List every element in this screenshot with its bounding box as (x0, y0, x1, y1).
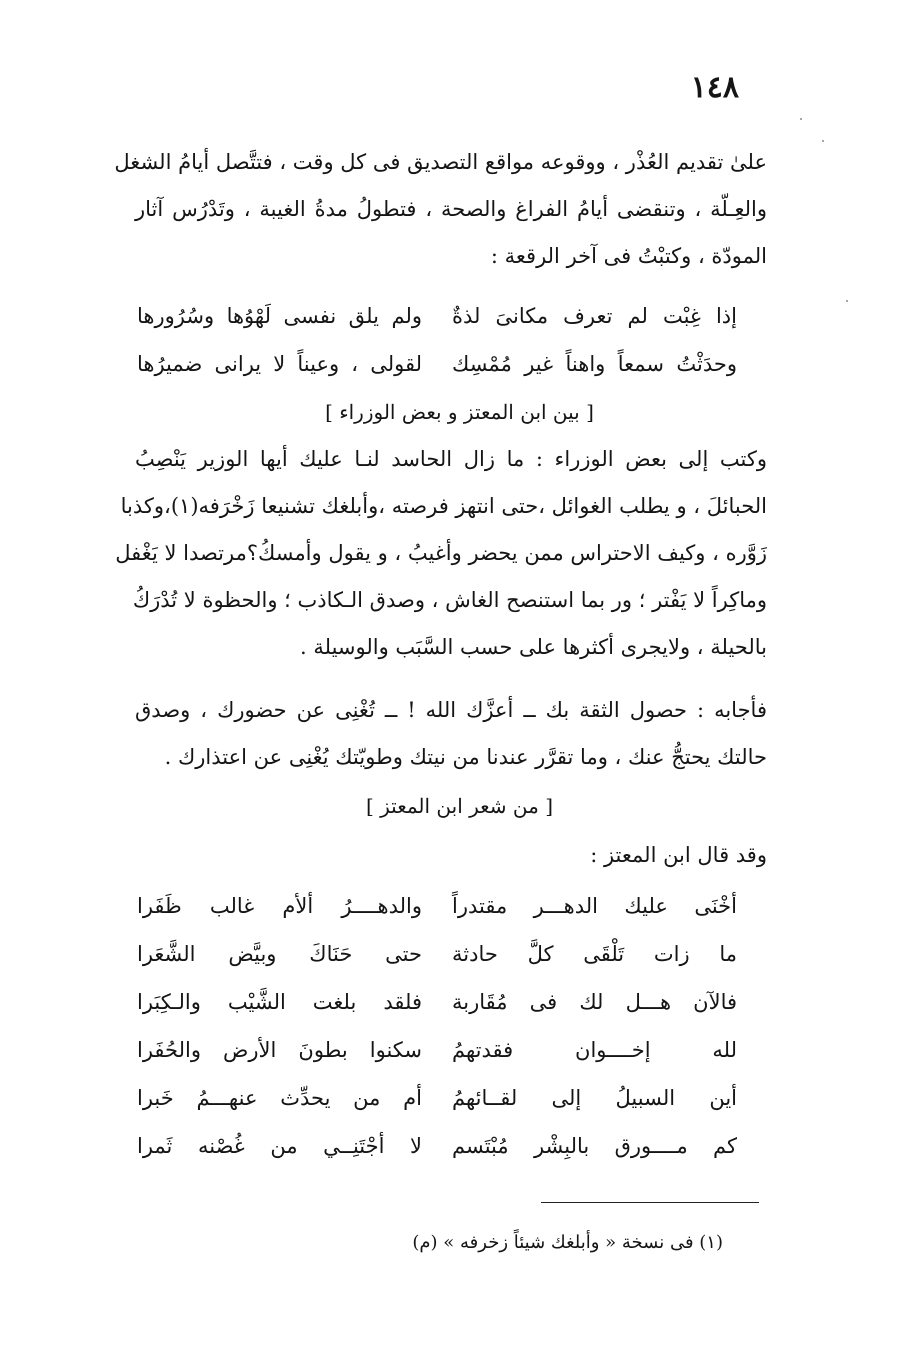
verse-row (137, 1074, 737, 1122)
page-number: ١٤٨ (690, 70, 739, 105)
verse-second-hemistich: حتى حَنَاكَ وبيَّض الشَّعَرا (137, 942, 422, 966)
text-line: الحبائلَ ، و يطلب الغوائل ،حتى انتهز فرصته ،وأبلغك تشنيعا زَخْرَفه(١)،وكذبا (120, 494, 767, 518)
verse-first-hemistich: ما زات تَلْقَى كلَّ حادثة (452, 942, 737, 966)
verse-first-hemistich: أخْنَى عليك الدهـــر مقتدراً (452, 894, 737, 918)
verse-first-hemistich: فالآن هـــل لك فى مُقَاربة (452, 990, 737, 1014)
paragraph-reply (135, 687, 767, 781)
text-line: والعِـلّة ، وتنقضى أيامُ الفراغ والصحة ، فتطولُ مدةُ الغيبة ، وتَدْرُس آثار (135, 197, 767, 221)
verse-second-hemistich: والدهــــرُ ألأم غالب ظَفَرا (137, 894, 422, 918)
verse-second-hemistich: لقولى ، وعيناً لا يرانى ضميرُها (137, 352, 422, 376)
verse-second-hemistich: سكنوا بطونَ الأرض والحُفَرا (137, 1038, 422, 1062)
verse-first-hemistich: وحدَثْتُ سمعاً واهناً غير مُمْسِك (452, 352, 737, 376)
verse-block-1 (137, 292, 737, 388)
paragraph-letter (115, 436, 767, 671)
text-line: علىٰ تقديم العُذْر ، ووقوعه مواقع التصديق فى كل وقت ، فتتَّصل أيامُ الشغل (114, 150, 767, 174)
text-line: بالحيلة ، ولايجرى أكثرها على حسب السَّبَب والوسيلة . (300, 635, 767, 659)
text-line: زَوَّره ، وكيف الاحتراس ممن يحضر وأغيبُ ، و يقول وأمسكُ؟مرتصدا لا يَغْفل (115, 541, 767, 565)
verse-second-hemistich: أم من يحدِّث عنهـــمُ خَبرا (137, 1086, 422, 1110)
verse-row (137, 1026, 737, 1074)
scan-speck (846, 300, 848, 302)
poem-intro (135, 832, 767, 879)
text-line: وماكِراً لا يَفْتر ؛ ور بما استنصح الغاش ، وصدق الـكاذب ؛ والحظوة لا تُدْرَكُ (132, 588, 767, 612)
verse-first-hemistich: إذا غِبْت لم تعرف مكانىَ لذةٌ (452, 304, 737, 328)
verse-row (137, 930, 737, 978)
paragraph-opening (114, 139, 767, 280)
verse-row (137, 292, 737, 340)
text-line: حالتك يحتجُّ عنك ، وما تقرَّر عندنا من نيتك وطويّتك يُغْنِى عن اعتذارك . (164, 745, 767, 769)
verse-row (137, 978, 737, 1026)
scan-speck (822, 140, 824, 142)
footnote-divider (541, 1202, 759, 1203)
verse-first-hemistich: كم مــــورق بالبِشْر مُبْتَسم (452, 1134, 737, 1158)
verse-block-2 (137, 882, 737, 1170)
section-heading-text: [ من شعر ابن المعتز ] (365, 794, 554, 818)
verse-row (137, 1122, 737, 1170)
scan-speck (800, 118, 802, 120)
section-heading-poetry (0, 794, 899, 818)
verse-first-hemistich: لله إخــــوان فقدتهمُ (452, 1038, 737, 1062)
verse-second-hemistich: ولم يلق نفسى لَهْوُها وسُرُورها (137, 304, 422, 328)
verse-row (137, 882, 737, 930)
section-heading-ibn-mutazz-vizier (0, 400, 899, 424)
text-line: فأجابه : حصول الثقة بك ــ أعزَّك الله ! ــ تُغْنِى عن حضورك ، وصدق (135, 698, 767, 722)
verse-row (137, 340, 737, 388)
text-line: المودّة ، وكتبْتُ فى آخر الرقعة : (490, 244, 767, 268)
text-line: وكتب إلى بعض الوزراء : ما زال الحاسد لنـا عليك أيها الوزير يَنْصِبُ (135, 447, 767, 471)
verse-first-hemistich: أين السبيلُ إلى لقــائهمُ (452, 1086, 737, 1110)
verse-second-hemistich: لا أجْتَنِــي من غُصْنه ثَمرا (137, 1134, 422, 1158)
section-heading-text: [ بين ابن المعتز و بعض الوزراء ] (325, 400, 594, 424)
verse-second-hemistich: فلقد بلغت الشَّيْب والـكِبَرا (137, 990, 422, 1014)
footnote: (١) فى نسخة « وأبلغك شيئاً زخرفه » (م) (412, 1232, 723, 1253)
text-line: وقد قال ابن المعتز : (590, 843, 767, 867)
